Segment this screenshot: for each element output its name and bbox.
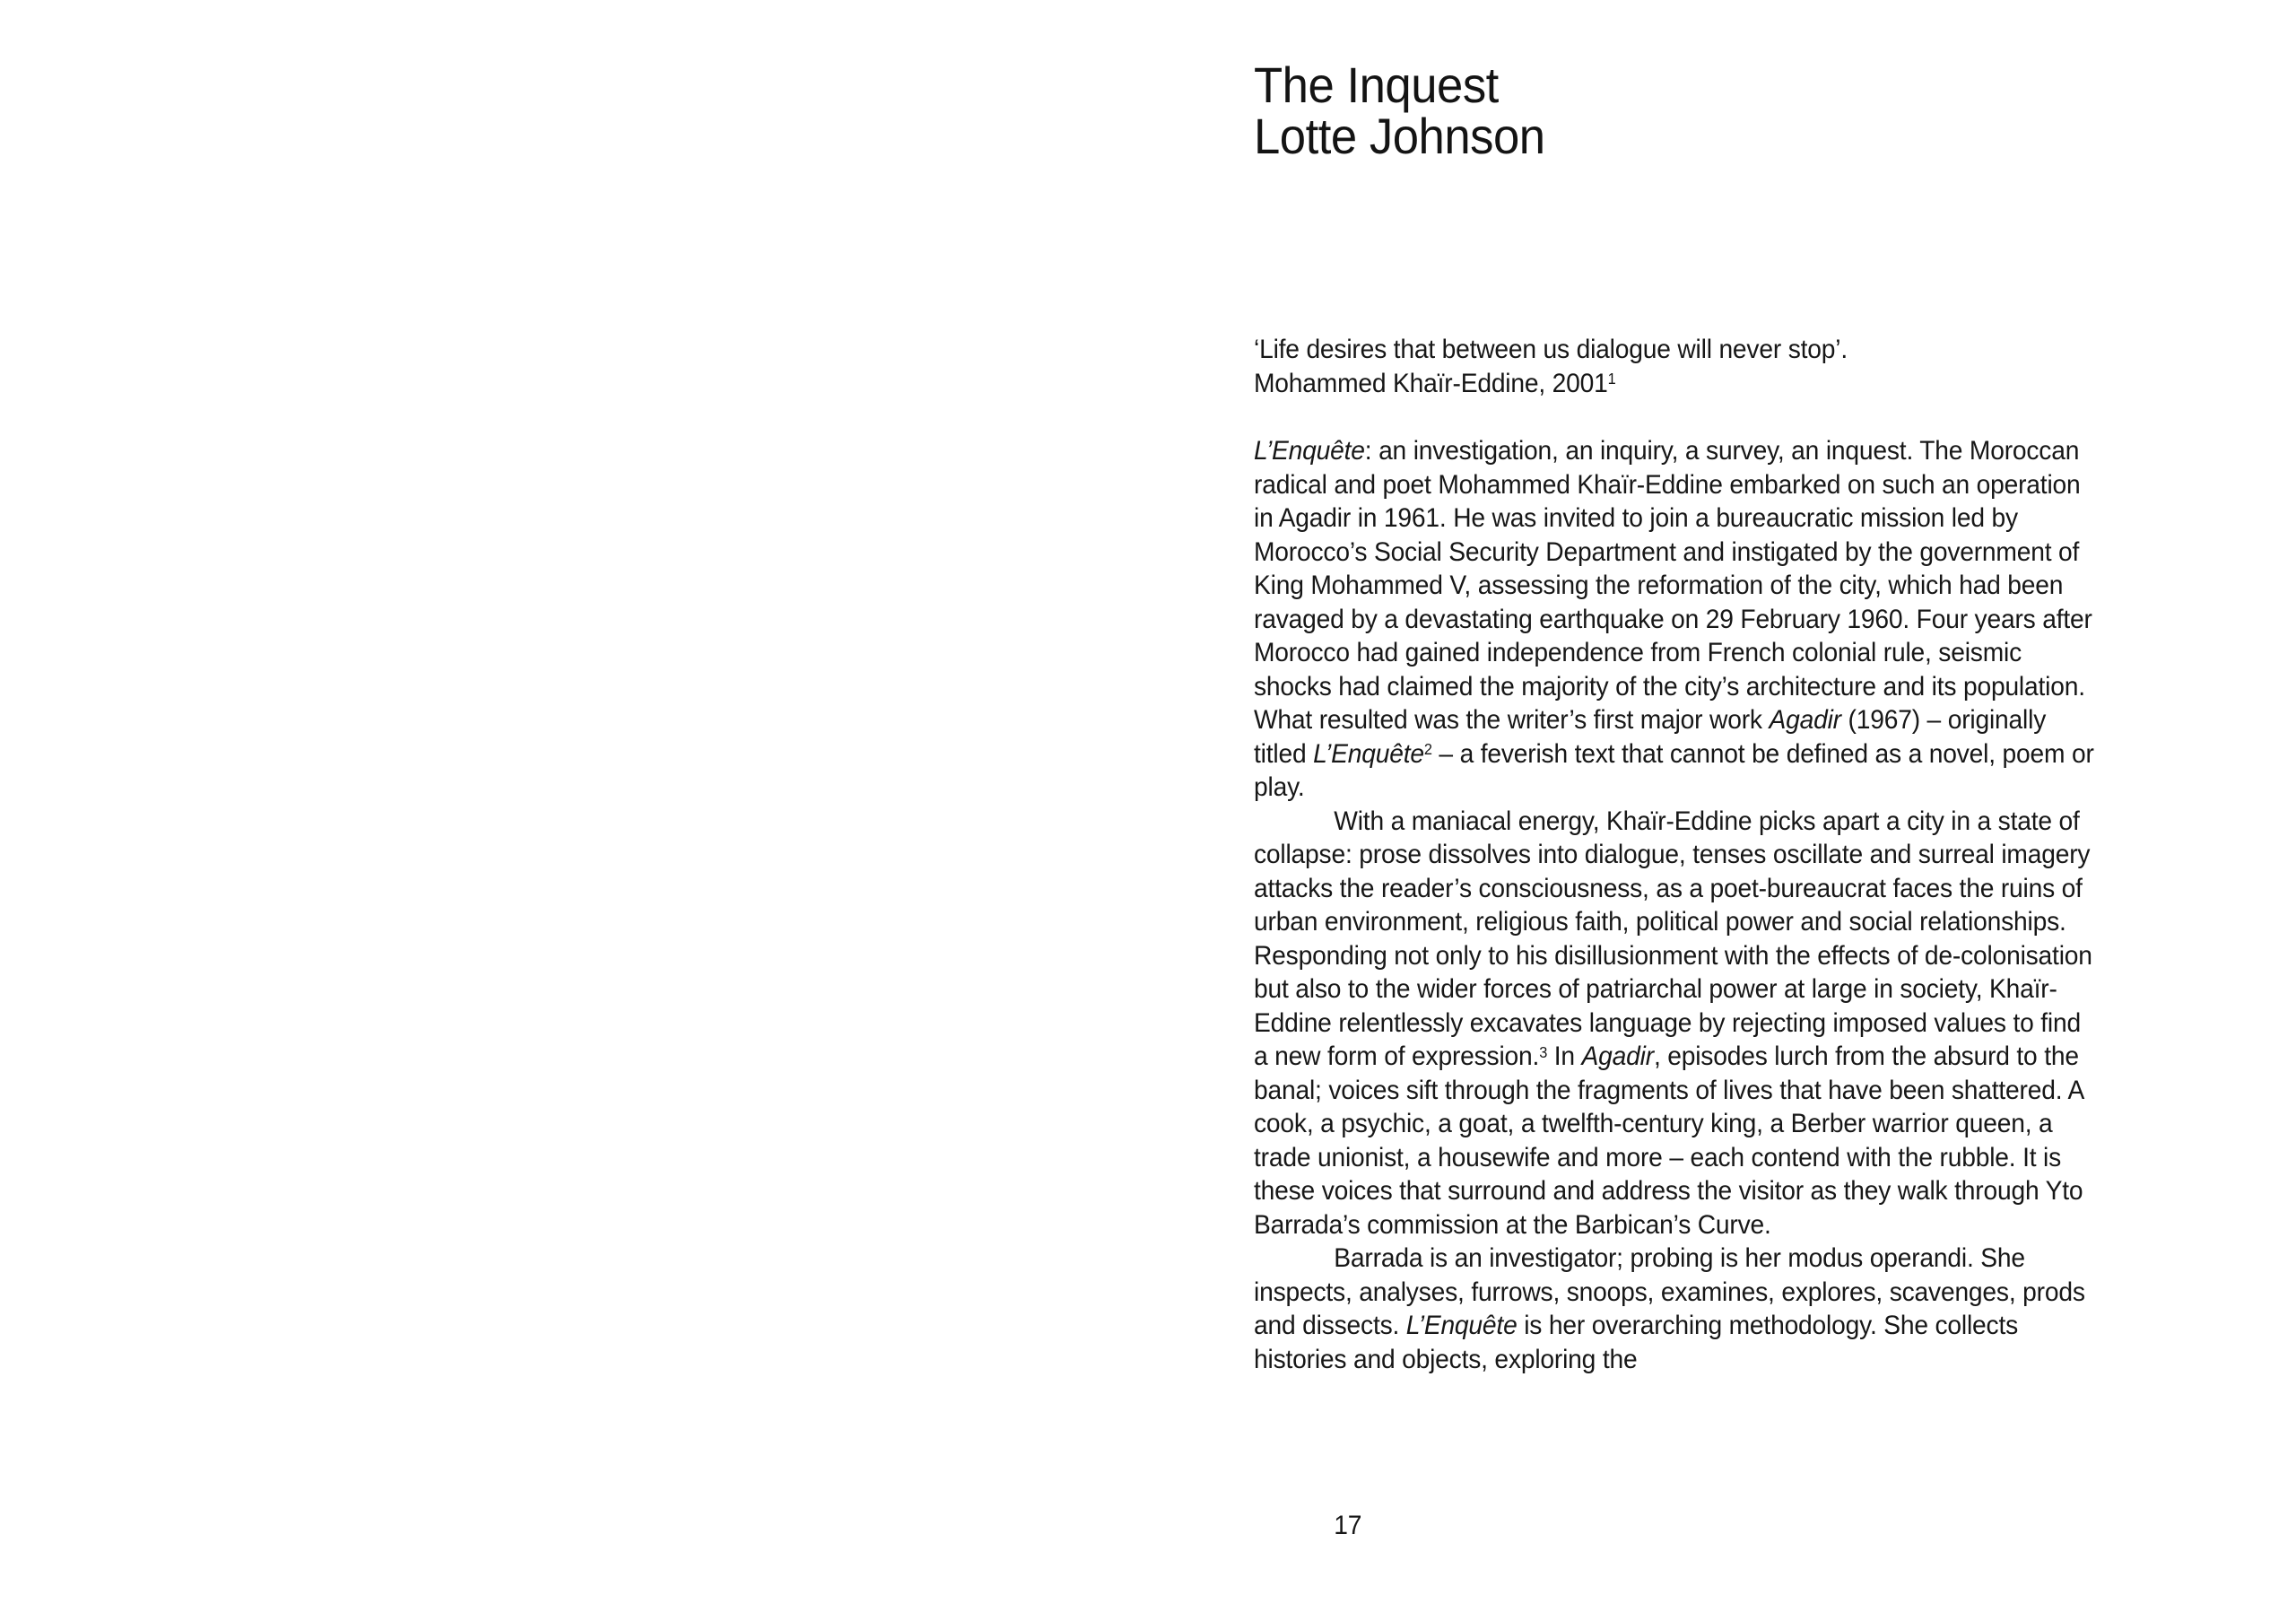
footnote-ref: 3	[1539, 1042, 1548, 1061]
essay-body	[1254, 434, 2097, 1376]
text-run: is her overarching methodology. She collects histories and objects, exploring the	[1254, 1311, 2019, 1374]
essay-title: The Inquest	[1254, 57, 1499, 113]
text-run: Barrada is an investigator; probing is her modus operandi. She inspects, analyses, furrows, snoops, examines, explores, scavenges, prods and dissects.	[1254, 1243, 2085, 1340]
right-page	[1148, 0, 2296, 1621]
text-run: In	[1547, 1041, 1582, 1071]
body-paragraph	[1254, 434, 2097, 805]
page-number: 17	[1334, 1511, 1362, 1540]
body-paragraph	[1254, 1242, 2097, 1376]
epigraph-attribution	[1254, 367, 1848, 401]
italic-run: L’Enquête	[1254, 436, 1365, 466]
italic-run: L’Enquête	[1405, 1311, 1518, 1340]
italic-run: Agadir	[1581, 1041, 1654, 1071]
text-run: : an investigation, an inquiry, a survey, an inquest. The Moroccan radical and poet Mohammed Khaïr-Eddine embarked on such an operation in Agadir in 1961. He was invited to join a bureaucratic mission led by Morocco’s Social Security Department and instigated by the government of King Mohammed V, assessing the reformation of the city, which had been ravaged by a devastating earthquake on 29 February 1960. Four years after Morocco had gained independence from French colonial rule, seismic shocks had claimed the majority of the city’s architecture and its population. What resulted was the writer’s first major work	[1254, 436, 2092, 735]
epigraph	[1254, 333, 1848, 400]
text-run: – a feverish text that cannot be defined as a novel, poem or play.	[1254, 738, 2094, 802]
epigraph-attribution-text: Mohammed Khaïr-Eddine, 2001	[1254, 368, 1608, 398]
text-run: , episodes lurch from the absurd to the banal; voices sift through the fragments of lives that have been shattered. A cook, a psychic, a goat, a twelfth-century king, a Berber warrior queen, a trade unionist, a housewife and more – each contend with the rubble. It is these voices that surround and address the visitor as they walk through Yto Barrada’s commission at the Barbican’s Curve.	[1254, 1041, 2083, 1240]
footnote-ref: 2	[1423, 740, 1432, 759]
epigraph-quote: ‘Life desires that between us dialogue will never stop’.	[1254, 335, 1848, 364]
text-run: With a maniacal energy, Khaïr-Eddine picks apart a city in a state of collapse: prose dissolves into dialogue, tenses oscillate and surreal imagery attacks the reader’s consciousness, as a poet-bureaucrat faces the ruins of urban environment, religious faith, political power and social relationships. Responding not only to his disillusionment with the effects of de-colonisation but also to the wider forces of patriarchal power at large in society, Khaïr-Eddine relentlessly excavates language by rejecting imposed values to find a new form of expression.	[1254, 806, 2092, 1071]
essay-author: Lotte Johnson	[1254, 108, 1545, 164]
italic-run: Agadir	[1769, 705, 1841, 735]
text-column	[1254, 0, 2097, 1621]
page-title	[1254, 57, 1545, 164]
italic-run: L’Enquête	[1313, 738, 1424, 769]
body-paragraph	[1254, 805, 2097, 1242]
text-run: (1967) – originally titled	[1254, 705, 2047, 769]
footnote-ref-1: 1	[1607, 370, 1616, 388]
